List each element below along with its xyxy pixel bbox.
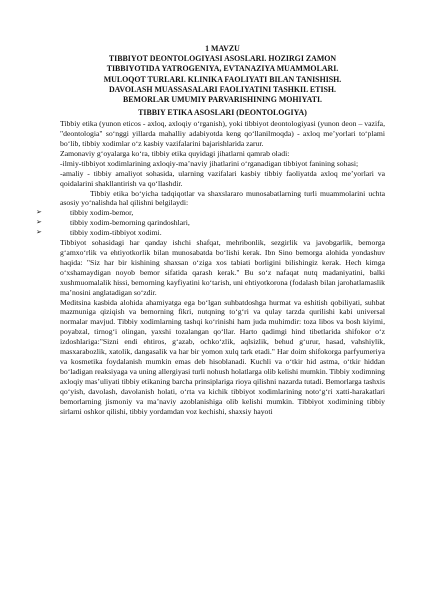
list-item: ➢ tibbiy xodim-bemor, [36,208,134,218]
paragraph-aspects-intro: Zamonaviy g‘oyalarga ko‘ra, tibbiy etika quyidagi jihatlarni qamrab oladi: [60,148,290,158]
arrow-bullet-icon: ➢ [36,228,42,237]
paragraph-practical-aspect: -amaliy - tibbiy amaliyot sohasida, ularning vazifalari kasbiy tibbiy faoliyatda axloq me’yorlari va qoidalarini shakllantirish va qo‘llashdir. [60,168,385,188]
section-heading: TIBBIY ETIKA ASOSLARI (DEONTOLOGIYA) [138,108,307,118]
paragraph-directions-intro: Tibbiy etika bo‘yicha tadqiqotlar va shaxslararo munosabatlarning turli muammolarini uchta asosiy yo‘nalishda hal qilishni belgilaydi: [60,188,385,208]
title-line: BEMORLAR UMUMIY PARVARISHINING MOHIYATI. [122,95,323,105]
title-line: 1 MAVZU [205,44,240,53]
title-line: DAVOLASH MUASSASALARI FAOLIYATINI TASHKIL ETISH. [108,84,337,94]
document-title [60,44,385,105]
paragraph-ibn-sino: Tibbiyot sohasidagi har qanday ishchi shafqat, mehribonlik, sezgirlik va javobgarlik, bemorga g‘amxo‘rlik va ehtiyotkorlik bilan munosabatda bo‘lishi kerak. Ibn Sino bemorga alohida yondashuv haqida: "Siz har bir kishining shaxsan o‘ziga xos tabiati borligini bilishingiz kerak. Hech kimga o‘xshamaydigan noyob bemor sifatida qarash kerak." Bu so‘z nafaqat nutq madaniyatini, balki xushmuomalalik hissi, bemorning kayfiyatini ko‘tarish, uni ehtiyotkorona (fodalash bilan jarohatlamaslik ma’nosini anglatadigan so‘zdir. [60,238,385,297]
list-item: ➢ tibbiy xodim-tibbiyot xodimi. [36,228,162,238]
arrow-bullet-icon: ➢ [36,208,42,217]
paragraph-norms: Meditsina kasbida alohida ahamiyatga ega bo‘lgan suhbatdoshga hurmat va eshitish qobiliyati, suhbat mazmuniga qiziqish va bemorning fikri, nutqning to‘g‘ri va qulay tarzda qurilishi kabi universal normalar mavjud. Tibbiy xodimlarning tashqi ko‘rinishi ham juda muhimdir: toza libos va bosh kiyimi, poyabzal, tirnog‘i olingan, yaxshi tozalangan qo‘llar. Harto qadimgi hind tibetlarida shifokor o‘z izdoshlariga:"Sizni endi ehtiros, g‘azab, ochko‘zlik, aqlsizlik, behud g‘urur, hasad, vahshiylik, masxarabozlik, xatolik, dangasalik va har bir yomon xulq tark etadi." Har doim shifokorga parfyumeriya va kosmetika foydalanish mumkin emas deb hisoblanadi. Kuchli va o‘tkir hid astma, o‘tkir hiddan bo‘ladigan reaksiyaga va uning allergiyasi turli nohush holatlarga olib kelishi mumkin. Tibbiy xodimning axloqiy mas’uliyati tibbiy etikaning barcha prinsiplariga rioya qilishni nazarda tutadi. Bemorlarga tashxis qo‘yish, davolash, davolanish holati, o‘rta va kichik tibbiyot xodimlarining noto‘g‘ri xatti-harakatlari bemorlarning jismoniy va ma’naviy azoblanishiga olib kelishi mumkin. Tibbiyot xodimining tibbiy sirlarni oshkor qilishi, tibbiy yordamdan voz kechishi, shaxsiy hayoti [60,297,385,416]
title-line: MULOQOT TURLARI. KLINIKA FAOLIYATI BILAN TANISHISH. [103,74,342,84]
paragraph-definition: Tibbiy etika (yunon eticos - axloq, axloqiy o‘rganish), yoki tibbiyot deontologiyasi (yunon deon – vazifa, "deontologia" so‘nggi yillarda mahalliy adabiyotda keng qo‘llanilmoqda) - axloq me’yorlari to‘plami bo‘lib, tibbiy xodimlar o‘z kasbiy vazifalarini bajarishlarida zarur. [60,119,385,149]
directions-list [36,208,385,238]
title-line: TIBBIYOT DEONTOLOGIYASI ASOSLARI. HOZIRGI ZAMON [108,54,337,64]
list-item: ➢ tibbiy xodim-bemorning qarindoshlari, [36,218,190,228]
title-line: TIBBIYOTIDA YATROGENIYA, EVTANAZIYA MUAMMOLARI. [106,64,339,74]
arrow-bullet-icon: ➢ [36,218,42,227]
paragraph-scientific-aspect: -ilmiy-tibbiyot xodimlarining axloqiy-ma’naviy jihatlarini o‘rganadigan tibbiyot fanining sohasi; [60,158,359,168]
